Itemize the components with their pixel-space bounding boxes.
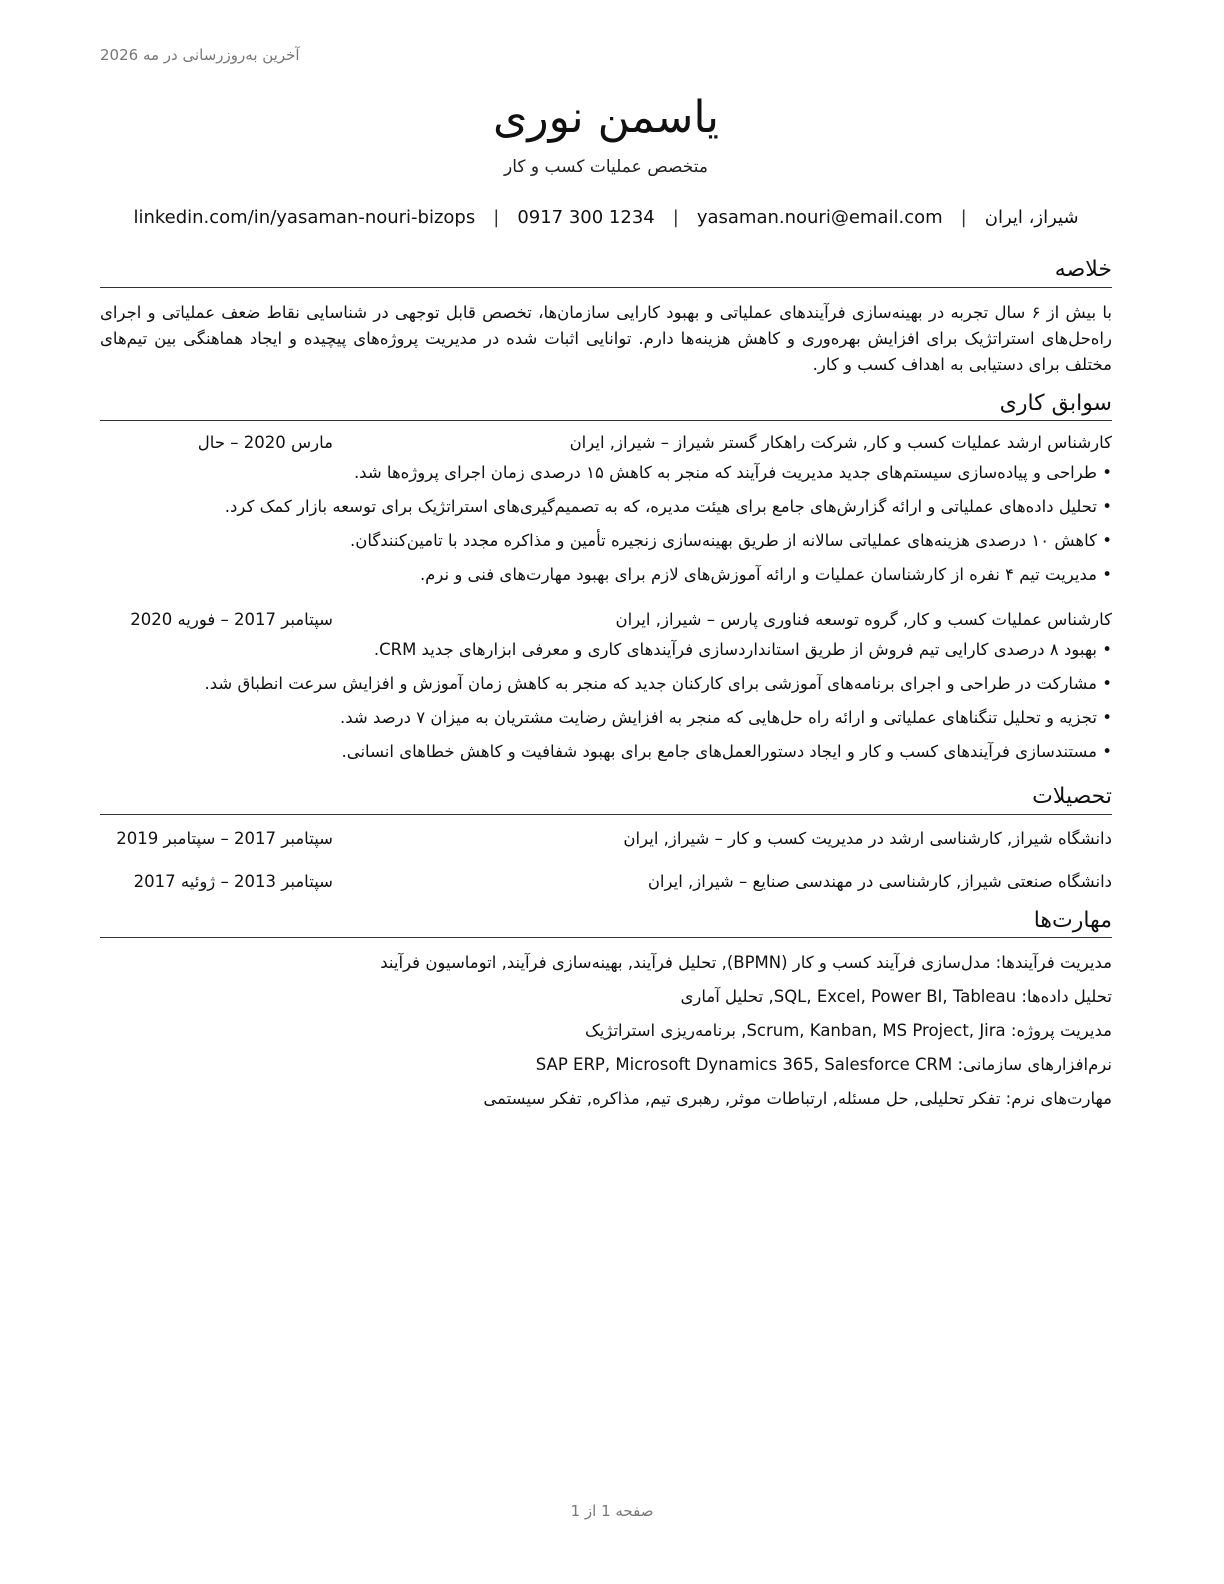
- contact-email[interactable]: yasaman.nouri@email.com: [696, 207, 943, 228]
- contact-phone: 0917 300 1234: [517, 207, 655, 228]
- job-entry: [100, 433, 1112, 592]
- education-title: دانشگاه شیراز, کارشناسی ارشد در مدیریت کسب و کار – شیراز, ایران: [623, 828, 1112, 848]
- contact-location: شیراز، ایران: [984, 207, 1079, 228]
- job-bullet: • طراحی و پیاده‌سازی سیستم‌های جدید مدیریت فرآیند که منجر به کاهش ۱۵ درصدی زمان اجرای پروژه‌ها شد.: [100, 456, 1112, 490]
- education-title: دانشگاه صنعتی شیراز, کارشناسی در مهندسی صنایع – شیراز, ایران: [647, 871, 1112, 891]
- job-title: کارشناس ارشد عملیات کسب و کار, شرکت راهکار گستر شیراز – شیراز, ایران: [569, 433, 1112, 453]
- job-title: کارشناس عملیات کسب و کار, گروه توسعه فناوری پارس – شیراز, ایران: [615, 610, 1112, 630]
- section-title-summary: خلاصه: [100, 256, 1112, 288]
- job-bullet: • مدیریت تیم ۴ نفره از کارشناسان عملیات و ارائه آموزش‌های لازم برای بهبود مهارت‌های فنی و نرم.: [100, 558, 1112, 592]
- section-title-skills: مهارت‌ها: [100, 907, 1112, 939]
- section-title-education: تحصیلات: [100, 783, 1112, 815]
- job-bullets: [100, 456, 1112, 592]
- job-entry: [100, 610, 1112, 769]
- contact-separator: |: [960, 207, 967, 228]
- page-number: صفحه 1 از 1: [570, 1502, 654, 1520]
- resume-page: [100, 90, 1112, 1116]
- summary-text: با بیش از ۶ سال تجربه در بهینه‌سازی فرآیندهای عملیاتی و بهبود کارایی سازمان‌ها، تخصص قابل توجهی در شناسایی نقاط ضعف عملیاتی و اجرای راه‌حل‌های استراتژیک برای افزایش بهره‌وری و کاهش هزینه‌ها دارم. توانایی اثبات شده در مدیریت پروژه‌های پیچیده و ایجاد هماهنگی بین تیم‌های مختلف برای دستیابی به اهداف کسب و کار.: [100, 302, 1112, 374]
- job-bullet: • تحلیل داده‌های عملیاتی و ارائه گزارش‌های جامع برای هیئت مدیره، که به تصمیم‌گیری‌های استراتژیک برای توسعه بازار کمک کرد.: [100, 490, 1112, 524]
- resume-tagline: متخصص عملیات کسب و کار: [504, 157, 708, 177]
- job-bullet: • بهبود ۸ درصدی کارایی تیم فروش از طریق استانداردسازی فرآیندهای کاری و معرفی ابزارهای جدید CRM.: [100, 633, 1112, 667]
- last-updated: آخرین به‌روزرسانی در مه 2026: [100, 46, 300, 64]
- job-date: مارس 2020 – حال: [197, 433, 333, 453]
- section-title-experience: سوابق کاری: [100, 390, 1112, 422]
- education-entry: [100, 872, 1112, 891]
- job-date: سپتامبر 2017 – فوریه 2020: [130, 610, 333, 630]
- job-bullet: • مشارکت در طراحی و اجرای برنامه‌های آموزشی برای کارکنان جدید که منجر به کاهش زمان آموزش و افزایش سرعت انطباق شد.: [100, 667, 1112, 701]
- contact-separator: |: [672, 207, 679, 228]
- education-section: [100, 783, 1112, 891]
- education-date: سپتامبر 2013 – ژوئیه 2017: [133, 871, 333, 891]
- skills-list: [100, 946, 1112, 1116]
- skills-section: [100, 907, 1112, 1117]
- job-header: [100, 433, 1112, 452]
- job-header: [100, 610, 1112, 629]
- skill-line: مدیریت پروژه: Scrum, Kanban, MS Project, Jira, برنامه‌ریزی استراتژیک: [584, 1021, 1112, 1041]
- contact-line: [100, 207, 1112, 228]
- contact-linkedin[interactable]: linkedin.com/in/yasaman-nouri-bizops: [133, 207, 476, 228]
- job-bullet: • کاهش ۱۰ درصدی هزینه‌های عملیاتی سالانه از طریق بهینه‌سازی زنجیره تأمین و مذاکره مجدد با تامین‌کنندگان.: [100, 524, 1112, 558]
- skill-line: مهارت‌های نرم: تفکر تحلیلی, حل مسئله, ارتباطات موثر, رهبری تیم, مذاکره, تفکر سیستمی: [483, 1089, 1112, 1109]
- job-bullets: [100, 633, 1112, 769]
- summary-section: [100, 256, 1112, 378]
- job-bullet: • مستندسازی فرآیندهای کسب و کار و ایجاد دستورالعمل‌های جامع برای بهبود شفافیت و کاهش خطاهای انسانی.: [100, 735, 1112, 769]
- resume-name: یاسمن نوری: [492, 92, 720, 143]
- education-entry: [100, 829, 1112, 848]
- contact-separator: |: [493, 207, 500, 228]
- skill-line: تحلیل داده‌ها: SQL, Excel, Power BI, Tableau, تحلیل آماری: [680, 987, 1112, 1007]
- education-date: سپتامبر 2017 – سپتامبر 2019: [116, 828, 333, 848]
- job-bullet: • تجزیه و تحلیل تنگناهای عملیاتی و ارائه راه حل‌هایی که منجر به افزایش رضایت مشتریان به میزان ۷ درصد شد.: [100, 701, 1112, 735]
- skill-line: مدیریت فرآیندها: مدل‌سازی فرآیند کسب و کار (BPMN), تحلیل فرآیند, بهینه‌سازی فرآیند, اتوماسیون فرآیند: [380, 953, 1112, 973]
- skill-line: نرم‌افزارهای سازمانی: SAP ERP, Microsoft Dynamics 365, Salesforce CRM: [535, 1055, 1112, 1075]
- experience-section: [100, 390, 1112, 770]
